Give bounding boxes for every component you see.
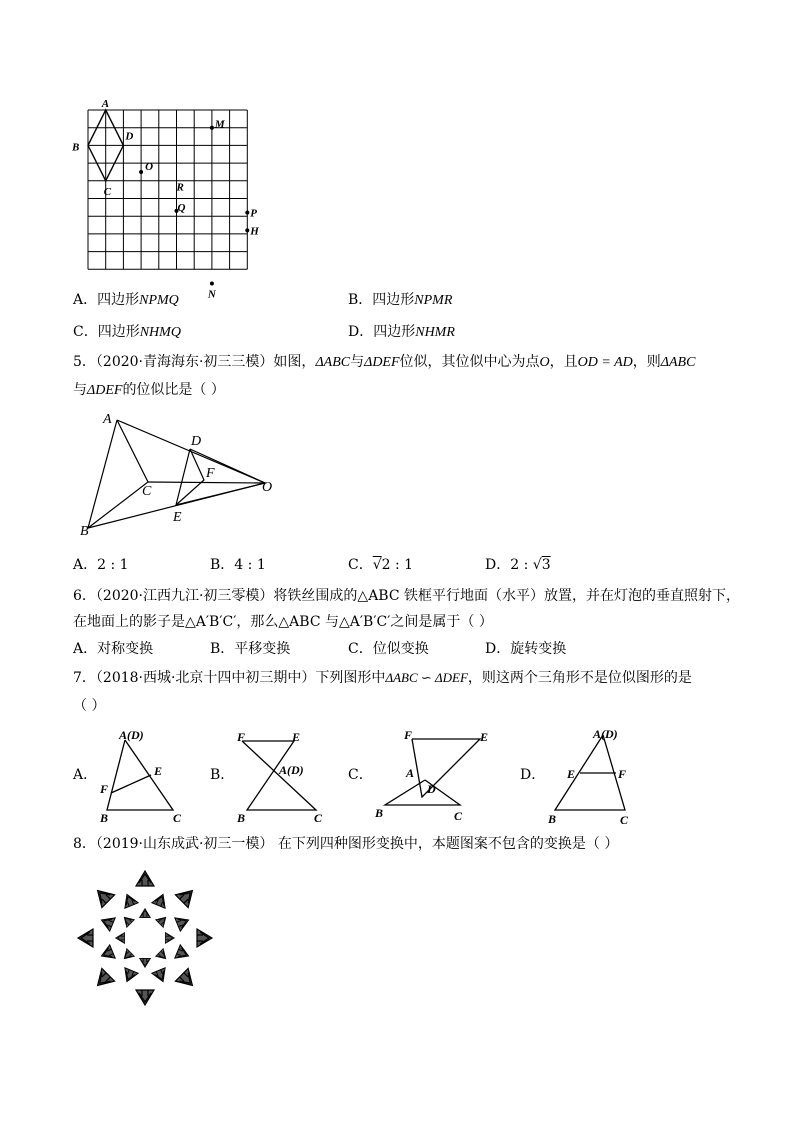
- q6-stem-line1: 6．（2020·江西九江·初三零模）将铁丝围成的△ABC 铁框平行地面（水平）放置，并在灯泡的垂直照射下，: [73, 588, 741, 604]
- svg-text:E: E: [480, 730, 489, 744]
- q5-option-d[interactable]: D．2 : √3: [485, 557, 551, 573]
- pattern-motif: [99, 945, 116, 963]
- q7-option-c[interactable]: C．: [348, 767, 373, 783]
- svg-text:C: C: [314, 811, 323, 825]
- pattern-motif: [197, 929, 212, 947]
- point-p: [245, 211, 249, 215]
- q4-label-n: N: [207, 288, 216, 301]
- q7-option-b[interactable]: B．: [210, 767, 235, 783]
- q6-option-c[interactable]: C．位似变换: [348, 641, 429, 657]
- pattern-motif: [91, 884, 114, 907]
- q7-figure-b: [232, 725, 332, 825]
- q5-label-d: D: [191, 434, 202, 449]
- pattern-motif: [156, 949, 170, 963]
- q4-label-o: O: [145, 160, 154, 173]
- svg-text:F: F: [100, 782, 109, 796]
- pattern-motif: [175, 913, 192, 931]
- svg-text:A: A: [406, 766, 415, 780]
- q8-pattern-figure: [70, 866, 220, 1011]
- q7-stem-line2: （ ）: [73, 698, 106, 714]
- q7-option-a[interactable]: A．: [73, 767, 98, 783]
- svg-text:B: B: [375, 806, 384, 820]
- q7-stem-line1: 7．（2018·西城·北京十四中初三期中）下列图形中ΔABC ∽ ΔDEF，则这两个三角形不是位似图形的是: [73, 670, 692, 686]
- svg-text:E: E: [567, 767, 576, 781]
- pattern-motif: [165, 933, 174, 944]
- pattern-motif: [152, 968, 170, 985]
- q6-option-a[interactable]: A．对称变换: [73, 641, 154, 657]
- q5-label-f: F: [206, 466, 215, 481]
- q5-option-b[interactable]: B．4 : 1: [210, 557, 266, 573]
- pattern-motif: [91, 968, 114, 991]
- pattern-motif: [116, 933, 125, 944]
- q5-label-c: C: [142, 484, 152, 499]
- q5-option-a[interactable]: A．2 : 1: [73, 557, 129, 573]
- q5-figure: [70, 405, 290, 540]
- pattern-motif: [136, 871, 154, 886]
- q4-label-c: C: [103, 185, 112, 198]
- q5-label-b: B: [80, 524, 89, 539]
- q6-option-d[interactable]: D．旋转变换: [485, 641, 567, 657]
- q6-option-b[interactable]: B．平移变换: [210, 641, 291, 657]
- svg-text:C: C: [620, 813, 629, 827]
- q4-label-p: P: [250, 207, 258, 220]
- q4-label-m: M: [214, 118, 225, 131]
- q5-label-a: A: [103, 412, 112, 427]
- q4-label-d: D: [125, 130, 134, 143]
- pattern-motif: [156, 913, 170, 927]
- pattern-motif: [175, 945, 192, 963]
- q4-label-r: R: [176, 181, 184, 194]
- pattern-motif: [175, 884, 198, 907]
- svg-text:B: B: [548, 812, 557, 826]
- svg-text:F: F: [404, 728, 413, 742]
- q7-figure-a: [95, 725, 195, 825]
- q4-label-b: B: [72, 141, 80, 154]
- point-n: [210, 281, 214, 285]
- pattern-motif: [120, 892, 138, 909]
- pattern-motif: [136, 990, 154, 1005]
- svg-text:A(D): A(D): [279, 763, 304, 777]
- svg-text:F: F: [618, 767, 627, 781]
- svg-text:F: F: [237, 730, 246, 744]
- q4-option-d[interactable]: D．四边形NHMR: [348, 324, 455, 340]
- q8-stem-line1: 8．（2019·山东成武·初三一模） 在下列四种图形变换中，本题图案不包含的变换是（ ）: [73, 836, 619, 852]
- pattern-motif: [120, 949, 134, 963]
- q5-label-o: O: [262, 480, 273, 495]
- point-o: [139, 170, 143, 174]
- svg-text:E: E: [292, 730, 301, 744]
- pattern-motif: [140, 909, 151, 918]
- q7-option-d[interactable]: D．: [520, 767, 546, 783]
- pattern-motif: [78, 929, 93, 947]
- svg-text:D: D: [427, 782, 436, 796]
- q6-stem-line2: 在地面上的影子是△A′B′C′，那么△ABC 与△A′B′C′之间是属于（ ）: [73, 614, 493, 630]
- point-m: [210, 126, 214, 130]
- svg-text:E: E: [154, 764, 163, 778]
- svg-text:A(D): A(D): [119, 728, 144, 742]
- q5-stem-line2: 与ΔDEF的位似比是（ ）: [73, 382, 225, 398]
- q5-option-c[interactable]: C．√2 : 1: [348, 557, 414, 573]
- pattern-motif: [175, 968, 198, 991]
- svg-text:C: C: [454, 809, 463, 823]
- point-h: [245, 228, 249, 232]
- q4-option-c[interactable]: C．四边形NHMQ: [73, 324, 181, 340]
- pattern-motif: [152, 892, 170, 909]
- q4-option-a[interactable]: A．四边形NPMQ: [73, 292, 179, 308]
- q5-stem-line1: 5．（2020·青海海东·初三三模）如图，ΔABC与ΔDEF位似，其位似中心为点O，且OD = AD，则ΔABC: [73, 354, 696, 370]
- svg-text:B: B: [237, 811, 246, 825]
- svg-text:B: B: [100, 811, 109, 825]
- q7-figure-d: [540, 720, 650, 830]
- q5-label-e: E: [173, 510, 182, 525]
- q7-figure-c: [370, 725, 500, 825]
- pattern-motif: [120, 968, 138, 985]
- q4-label-h: H: [250, 225, 259, 238]
- pattern-motif: [99, 913, 116, 931]
- q4-label-q: Q: [177, 201, 186, 214]
- svg-text:C: C: [173, 811, 182, 825]
- q4-option-b[interactable]: B．四边形NPMR: [348, 292, 453, 308]
- pattern-motif: [140, 958, 151, 967]
- pattern-motif: [120, 913, 134, 927]
- svg-text:A(D): A(D): [593, 727, 618, 741]
- q4-label-a: A: [101, 98, 110, 110]
